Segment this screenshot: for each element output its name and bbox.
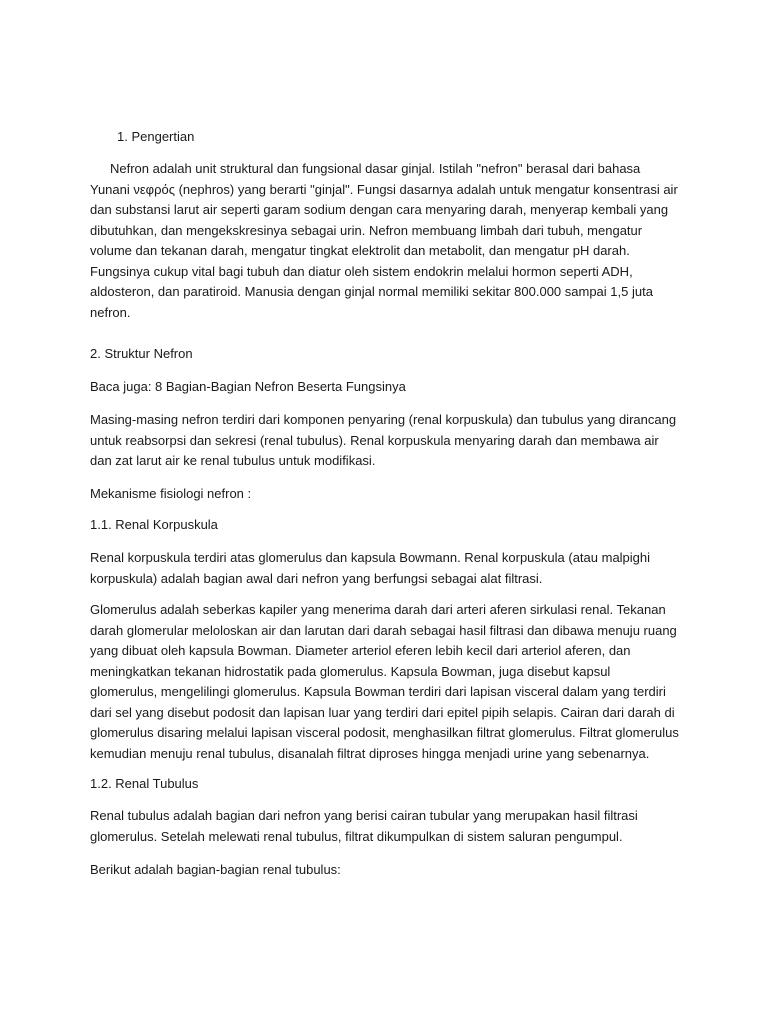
subsection-heading-renal-korpuskula: 1.1. Renal Korpuskula <box>90 517 218 532</box>
mechanism-heading: Mekanisme fisiologi nefron : <box>90 486 252 501</box>
paragraph-glomerulus: Glomerulus adalah seberkas kapiler yang menerima darah dari arteri aferen sirkulasi renal. Tekanan darah glomerular meloloskan air dan larutan dari darah sebagai hasil filtrasi dan dibawa menuju ruang yang dibuat oleh kapsula Bowman. Diameter arteriol eferen lebih kecil dari arteriol aferen, dan meningkatkan tekanan hidrostatik pada glomerulus. Kapsula Bowman, juga disebut kapsul glomerulus, mengelilingi glomerulus. Kapsula Bowman terdiri dari lapisan visceral dalam yang terdiri dari sel yang disebut podosit dan lapisan luar yang terdiri dari epitel pipih selapis. Cairan dari darah di glomerulus disaring melalui lapisan visceral podosit, menghasilkan filtrat glomerulus. Filtrat glomerulus kemudian menuju renal tubulus, disanalah filtrat diproses hingga menjadi urine yang sebenarnya. <box>90 602 679 761</box>
tubulus-parts-intro: Berikut adalah bagian-bagian renal tubulus: <box>90 862 341 877</box>
paragraph-renal-korpuskula: Renal korpuskula terdiri atas glomerulus dan kapsula Bowmann. Renal korpuskula (atau malpighi korpuskula) adalah bagian awal dari nefron yang berfungsi sebagai alat filtrasi. <box>90 550 651 586</box>
paragraph-struktur: Masing-masing nefron terdiri dari komponen penyaring (renal korpuskula) dan tubulus yang dirancang untuk reabsorpsi dan sekresi (renal tubulus). Renal korpuskula menyaring darah dan membawa air dan zat larut air ke renal tubulus untuk modifikasi. <box>90 412 677 468</box>
paragraph-renal-tubulus: Renal tubulus adalah bagian dari nefron yang berisi cairan tubular yang merupakan hasil filtrasi glomerulus. Setelah melewati renal tubulus, filtrat dikumpulkan di sistem saluran pengumpul. <box>90 808 638 844</box>
subsection-heading-renal-tubulus: 1.2. Renal Tubulus <box>90 776 199 791</box>
paragraph-pengertian: Nefron adalah unit struktural dan fungsional dasar ginjal. Istilah "nefron" berasal dari bahasa Yunani νεφρός (nephros) yang berarti "ginjal". Fungsi dasarnya adalah untuk mengatur konsentrasi air dan substansi larut air seperti garam sodium dengan cara menyaring darah, menyerap kembali yang dibutuhkan, dan mengekskresinya sebagai urin. Nefron membuang limbah dari tubuh, mengatur volume dan tekanan darah, mengatur tingkat elektrolit dan metabolit, dan mengatur pH darah. Fungsinya cukup vital bagi tubuh dan diatur oleh sistem endokrin melalui hormon seperti ADH, aldosteron, dan paratiroid. Manusia dengan ginjal normal memiliki sekitar 800.000 sampai 1,5 juta nefron. <box>90 161 678 320</box>
section-heading-pengertian: 1. Pengertian <box>117 129 195 144</box>
see-also-line: Baca juga: 8 Bagian-Bagian Nefron Beserta Fungsinya <box>90 379 406 394</box>
section-heading-struktur-nefron: 2. Struktur Nefron <box>90 346 193 361</box>
